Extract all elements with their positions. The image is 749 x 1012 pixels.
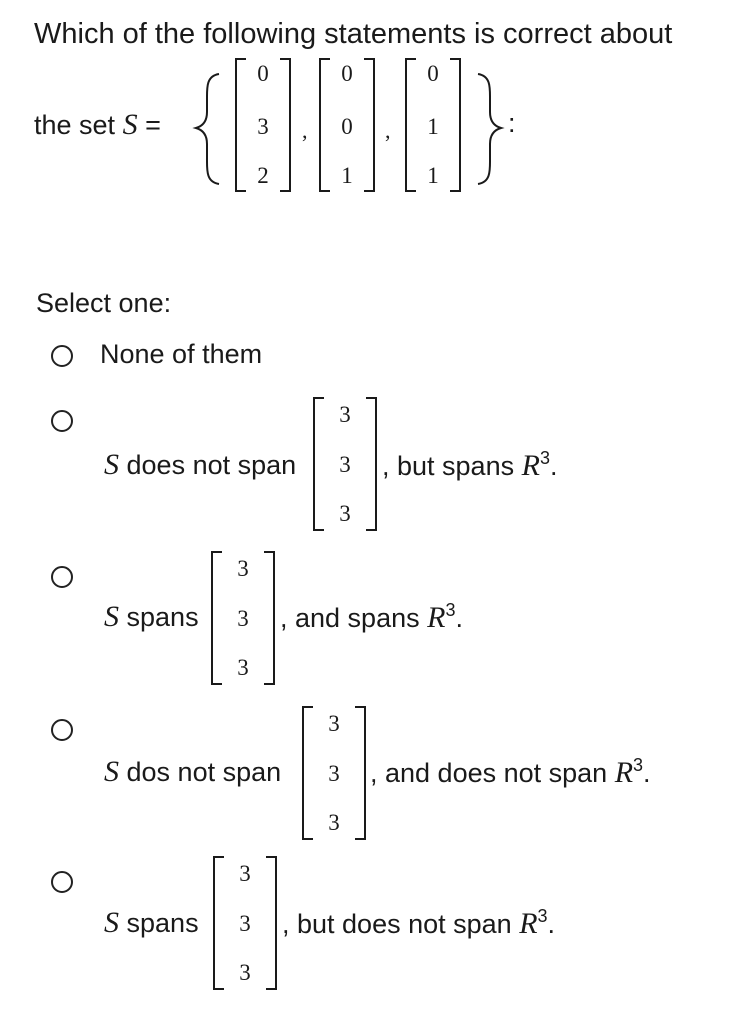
option-3-verb: spans	[126, 602, 199, 632]
option-5-verb: spans	[126, 908, 199, 938]
option-2-subject: S	[104, 448, 119, 481]
option-2-label-right	[382, 448, 557, 483]
set-comma-1: ,	[302, 118, 308, 143]
option-4-tail: , and does not span	[370, 758, 608, 788]
option-4-end: .	[643, 758, 651, 788]
set-vector-3-entry-1: 0	[427, 61, 439, 86]
option-5-tail: , but does not span	[282, 909, 512, 939]
option-4-verb: dos not span	[126, 757, 282, 787]
option-2-vector-entry-2: 3	[339, 452, 351, 477]
set-vector-2-entry-1: 0	[341, 61, 353, 86]
option-2-tail: , but spans	[382, 451, 515, 481]
option-2-space: $R^3$	[521, 448, 550, 482]
set-vector-3-entry-2: 1	[427, 114, 439, 139]
option-2-label-left	[104, 448, 296, 482]
set-vector-2-right-bracket	[364, 59, 374, 191]
option-4-label-left	[104, 755, 281, 789]
set-comma-2: ,	[385, 118, 391, 143]
option-2-vector-left-bracket	[314, 398, 324, 530]
option-3-label-left	[104, 600, 199, 634]
option-3-subject: S	[104, 600, 119, 633]
option-2-vector-entry-1: 3	[339, 402, 351, 427]
set-vector-2-entry-3: 1	[341, 163, 353, 188]
right-curly-brace	[478, 74, 501, 184]
option-2-vector-right-bracket	[366, 398, 376, 530]
option-4-vector-right-bracket	[355, 707, 365, 839]
option-4-vector-entry-1: 3	[328, 711, 340, 736]
option-5-label-right	[282, 906, 555, 941]
option-5-vector-entry-1: 3	[239, 861, 251, 886]
option-4-space: $R^3$	[614, 755, 644, 789]
set-vector-2-left-bracket	[320, 59, 330, 191]
option-3-end: .	[455, 603, 463, 633]
option-4-vector-entry-2: 3	[328, 761, 340, 786]
option-4-vector-left-bracket	[303, 707, 313, 839]
option-1-radio[interactable]	[51, 345, 73, 367]
set-vector-2-entry-2: 0	[341, 114, 353, 139]
option-5-vector-entry-3: 3	[239, 960, 251, 985]
set-prefix: the set	[34, 110, 116, 140]
option-3-tail: , and spans	[280, 603, 420, 633]
option-3-vector-entry-3: 3	[237, 655, 249, 680]
set-vector-3-right-bracket	[450, 59, 460, 191]
option-5-vector-left-bracket	[214, 857, 224, 989]
set-colon: :	[508, 108, 516, 138]
set-symbol: S	[122, 108, 138, 141]
option-5-space: $R^3$	[519, 906, 548, 940]
option-5-label-left	[104, 906, 199, 940]
set-vector-3-left-bracket	[406, 59, 416, 191]
option-3-radio[interactable]	[51, 566, 73, 588]
option-3-vector-left-bracket	[212, 552, 222, 684]
option-5-vector-right-bracket	[266, 857, 276, 989]
option-2-vector-entry-3: 3	[339, 501, 351, 526]
option-4-radio[interactable]	[51, 719, 73, 741]
set-vector-3-entry-3: 1	[427, 163, 439, 188]
option-5-radio[interactable]	[51, 871, 73, 893]
option-3-label-right	[280, 600, 463, 635]
option-3-vector-entry-1: 3	[237, 556, 249, 581]
option-2-radio[interactable]	[51, 410, 73, 432]
option-2-verb: does not span	[126, 450, 297, 480]
option-4-subject: S	[104, 755, 119, 788]
option-2-end: .	[549, 451, 558, 481]
set-vector-1-left-bracket	[236, 59, 246, 191]
select-one-label: Select one:	[36, 288, 172, 318]
option-3-vector-right-bracket	[264, 552, 274, 684]
option-5-subject: S	[104, 906, 119, 939]
set-vector-1-entry-2: 3	[257, 114, 269, 139]
option-4-label-right	[370, 755, 651, 790]
option-3-vector-entry-2: 3	[237, 606, 249, 631]
set-vector-1-entry-1: 0	[257, 61, 269, 86]
option-4-vector-entry-3: 3	[328, 810, 340, 835]
option-1-label: None of them	[100, 339, 263, 369]
option-5-vector-entry-2: 3	[239, 911, 251, 936]
set-vector-1-entry-3: 2	[257, 163, 269, 188]
option-5-end: .	[547, 909, 556, 939]
question-line-1: Which of the following statements is correct about	[34, 18, 673, 50]
set-vector-1-right-bracket	[280, 59, 290, 191]
left-curly-brace	[196, 74, 219, 184]
equals-sign: =	[145, 110, 161, 140]
option-3-space: $R^3$	[427, 600, 456, 634]
